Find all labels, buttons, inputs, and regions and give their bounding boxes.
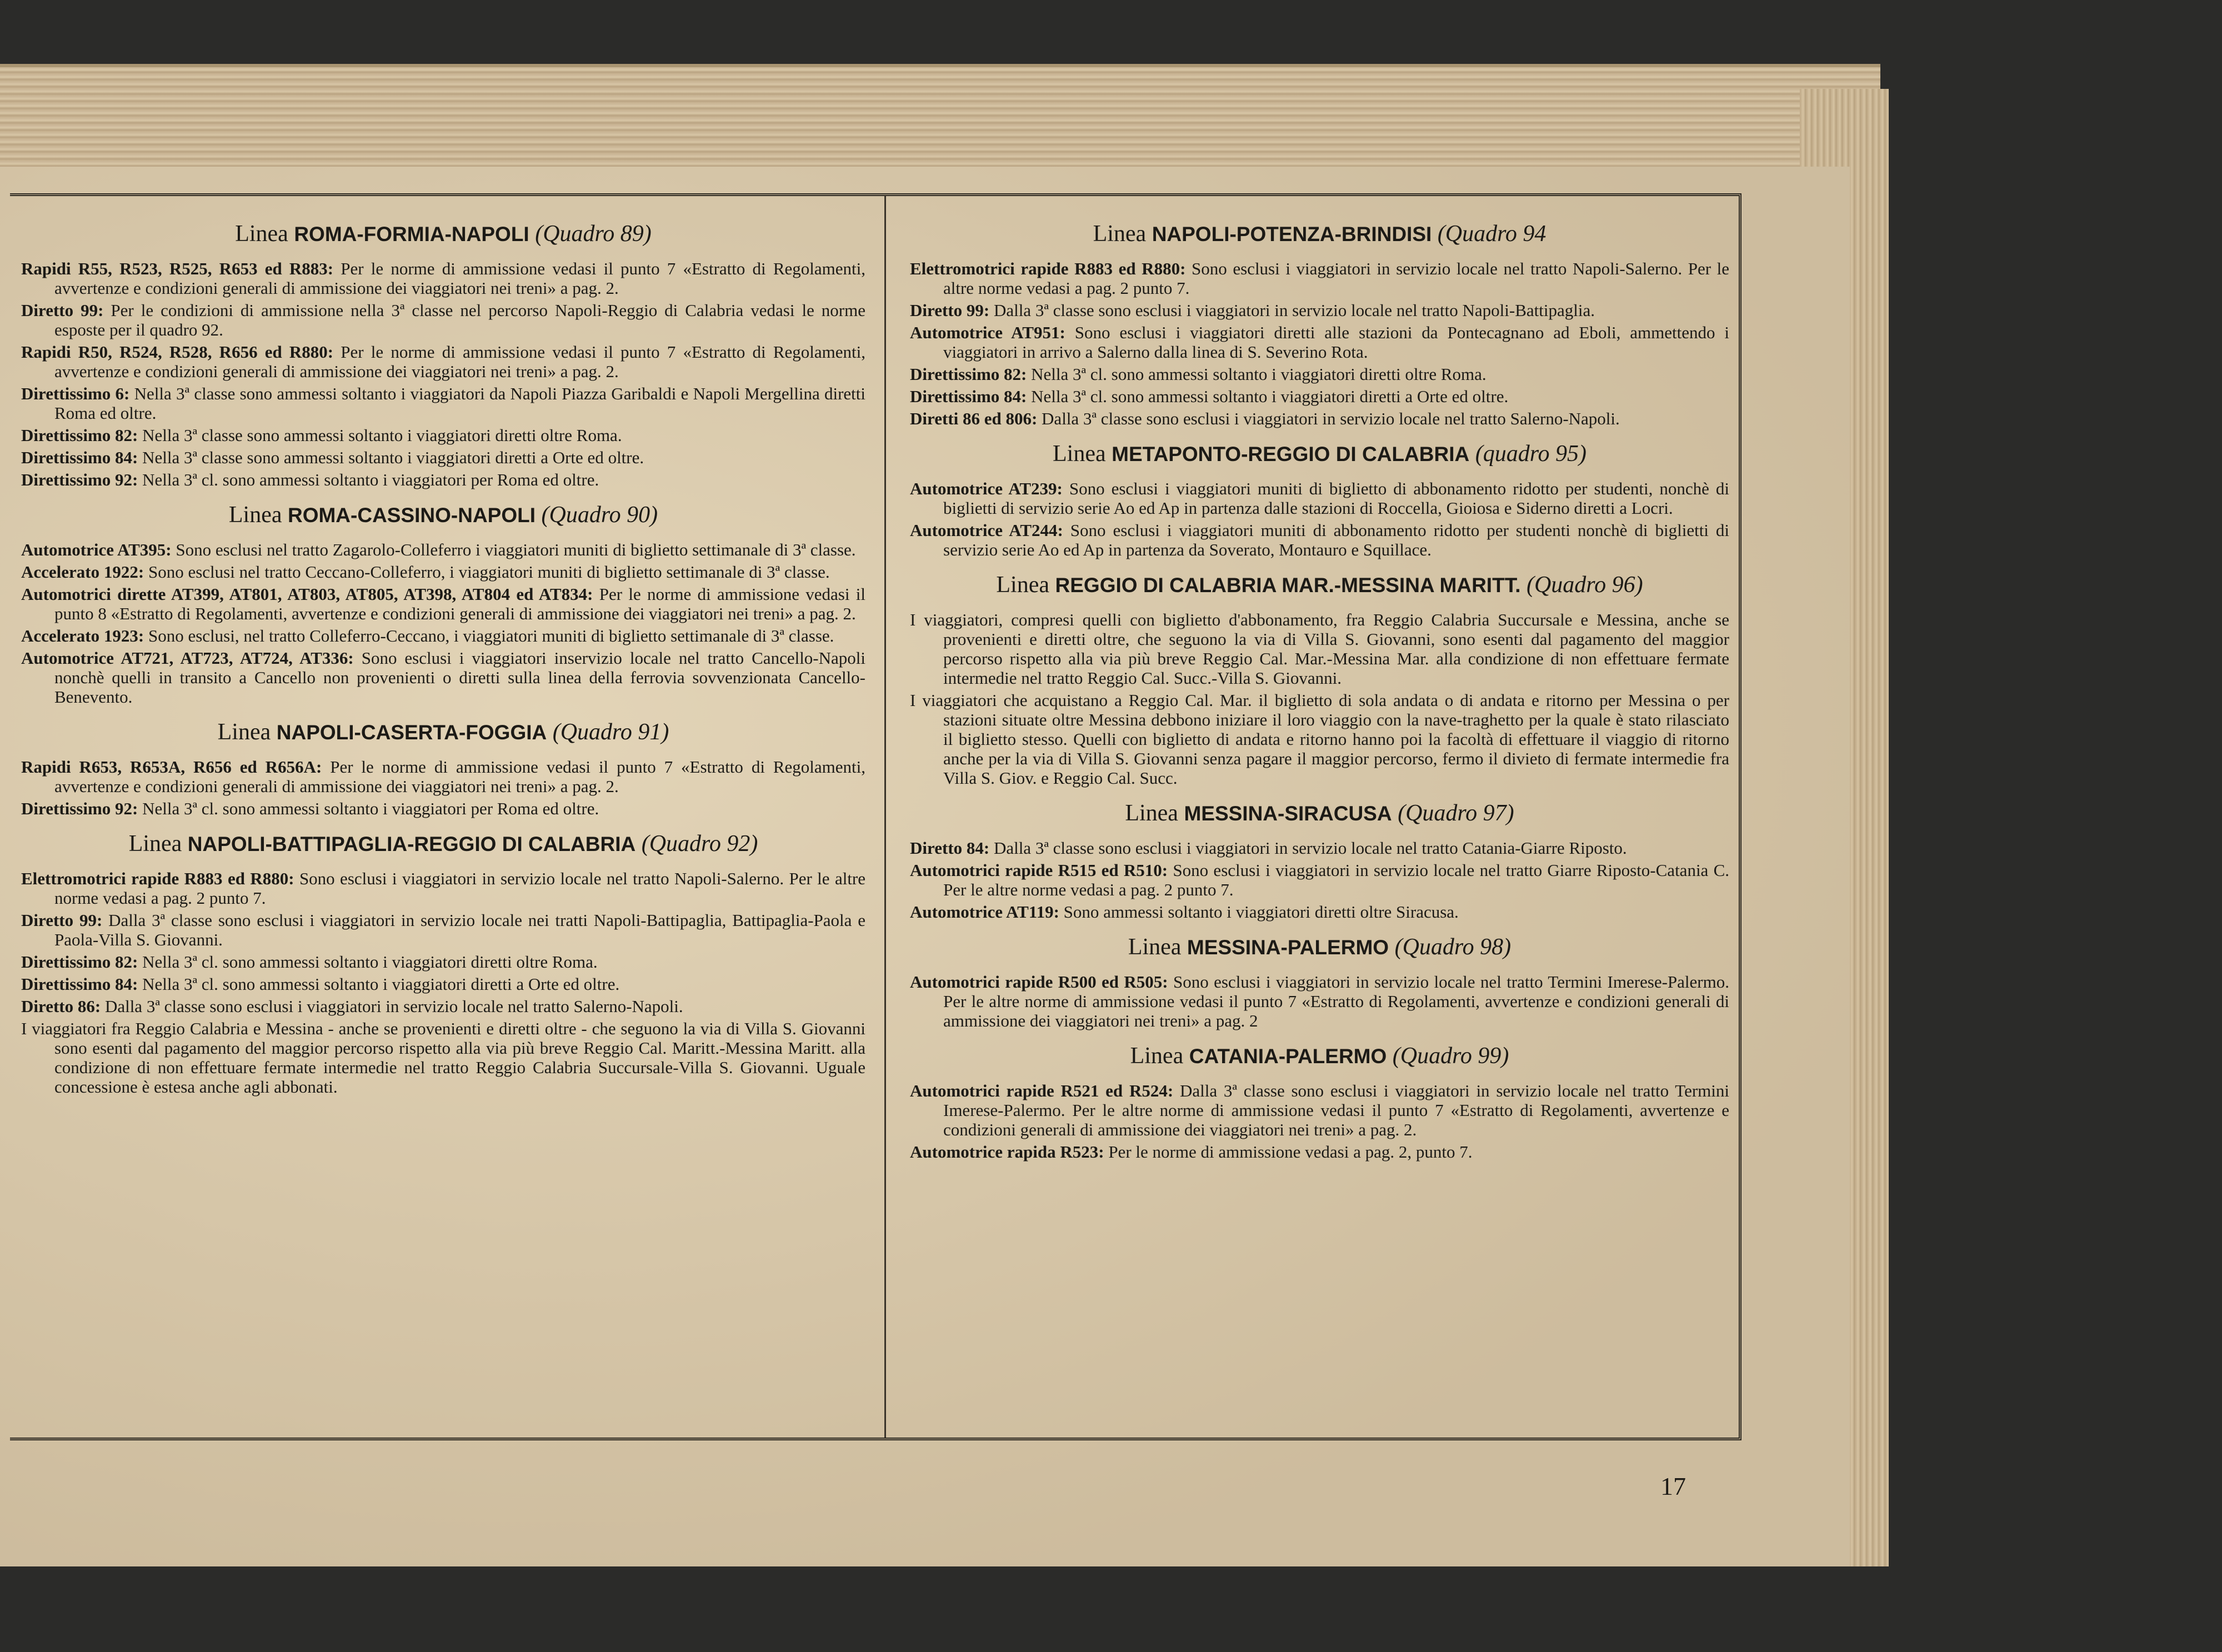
route-name: ROMA-FORMIA-NAPOLI (294, 223, 529, 246)
line-section (21, 830, 865, 1097)
rule-text: Nella 3ª cl. sono ammessi soltanto i viaggiatori diretti oltre Roma. (142, 952, 598, 972)
train-designation: Automotrici rapide R500 ed R505: (910, 972, 1168, 992)
rule-text: Sono esclusi i viaggiatori in servizio locale nel tratto Napoli-Salerno. Per le altre norme vedasi a pag. 2 punto 7. (943, 259, 1730, 298)
rule-entry (21, 799, 865, 818)
rule-text: Per le condizioni di ammissione nella 3ª classe nel percorso Napoli-Reggio di Calabria vedasi le norme esposte per il quadro 92. (54, 301, 866, 339)
rule-entry (21, 869, 865, 908)
column-divider (884, 196, 886, 1438)
rule-entry (910, 409, 1729, 428)
quadro-ref: (Quadro 89) (535, 221, 652, 247)
rule-text: Per le norme di ammissione vedasi il punto 8 «Estratto di Regolamenti, avvertenze e condizioni generali di ammissione dei viaggiatori nei treni» a pag. 2. (54, 584, 865, 623)
train-designation: Automotrici rapide R521 ed R524: (910, 1081, 1174, 1100)
train-designation: Accelerato 1923: (21, 626, 144, 645)
rule-text: Nella 3ª cl. sono ammessi soltanto i viaggiatori per Roma ed oltre. (142, 470, 599, 489)
quadro-ref: (Quadro 99) (1392, 1043, 1509, 1069)
rule-text: Sono esclusi, nel tratto Colleferro-Ceccano, i viaggiatori muniti di biglietto settimanale di 3ª classe. (148, 626, 834, 645)
train-designation: Direttissimo 92: (21, 799, 138, 818)
title-word: Linea (1093, 221, 1147, 247)
rule-entry (21, 952, 865, 972)
rule-entry (21, 301, 865, 339)
rule-text: Sono esclusi i viaggiatori muniti di biglietto di abbonamento ridotto per studenti, nonchè di biglietti di servizio serie Ao ed Ap in partenza dalle stazioni di Roccella, Gioiosa e Siderno diretti a Locri. (943, 479, 1730, 518)
rule-entry (21, 425, 865, 445)
rule-entry (21, 974, 865, 994)
rule-entry (910, 387, 1729, 406)
train-designation: Diretto 99: (910, 301, 990, 320)
title-word: Linea (1125, 800, 1178, 826)
page-frame (10, 193, 1741, 1440)
rule-entry (910, 1142, 1729, 1162)
rule-entry (910, 364, 1729, 384)
rule-text: Sono ammessi soltanto i viaggiatori diretti oltre Siracusa. (1063, 902, 1459, 922)
section-title (910, 1043, 1729, 1070)
rule-entry (21, 448, 865, 467)
rule-text: Nella 3ª cl. sono ammessi soltanto i viaggiatori diretti a Orte ed oltre. (1031, 387, 1509, 406)
rule-entry (910, 259, 1729, 298)
train-designation: Rapidi R50, R524, R528, R656 ed R880: (21, 342, 334, 362)
rule-text: Sono esclusi i viaggiatori in servizio locale nel tratto Giarre Riposto-Catania C. Per le altre norme vedasi a pag. 2 punto 7. (943, 860, 1730, 899)
train-designation: Automotrice AT395: (21, 540, 172, 559)
rule-text: Nella 3ª cl. sono ammessi soltanto i viaggiatori diretti oltre Roma. (1031, 364, 1487, 384)
title-word: Linea (1128, 934, 1182, 960)
rule-text: Sono esclusi nel tratto Zagarolo-Colleferro i viaggiatori muniti di biglietto settimanale di 3ª classe. (176, 540, 856, 559)
title-word: Linea (128, 831, 182, 857)
section-title (21, 719, 865, 746)
rule-text: I viaggiatori fra Reggio Calabria e Messina - anche se provenienti e diretti oltre - che seguono la via di Villa S. Giovanni sono esenti dal pagamento del maggior percorso rispetto alla via più breve Reggio Cal. Maritt.-Messina Maritt. alla condizione di non effettuare fermate intermedie nel tratto Reggio Calabria Succursale-Villa S. Giovanni. Uguale concessione è estesa anche agli abbonati. (21, 1019, 865, 1097)
rule-entry (21, 910, 865, 949)
line-section (910, 1043, 1729, 1162)
rule-entry (910, 610, 1729, 688)
title-word: Linea (217, 719, 271, 745)
rule-text: Nella 3ª classe sono ammessi soltanto i viaggiatori diretti oltre Roma. (142, 425, 622, 445)
rule-text: Per le norme di ammissione vedasi a pag. 2, punto 7. (1108, 1142, 1473, 1162)
line-section (910, 221, 1729, 428)
train-designation: Elettromotrici rapide R883 ed R880: (21, 869, 294, 888)
rule-text: I viaggiatori che acquistano a Reggio Cal. Mar. il biglietto di sola andata o di andata e ritorno per Messina o per stazioni situate oltre Messina debbono iniziare il loro viaggio con la nave-traghetto per la quale è stato rilasciato il biglietto stesso. Quelli con biglietto di andata e ritorno hanno poi la facoltà di effettuare il viaggio di ritorno anche per la via di Villa S. Giovanni senza pagare il maggior percorso, fermo il divieto di fermate intermedie fra Villa S. Giov. e Reggio Cal. Succ. (910, 690, 1729, 788)
train-designation: Diretti 86 ed 806: (910, 409, 1038, 428)
left-column (21, 208, 865, 1099)
rule-text: Per le norme di ammissione vedasi il punto 7 «Estratto di Regolamenti, avvertenze e condizioni generali di ammissione dei viaggiatori nei treni» a pag. 2. (54, 259, 865, 298)
rule-entry (21, 626, 865, 645)
rule-entry (21, 584, 865, 623)
train-designation: Direttissimo 82: (910, 364, 1027, 384)
line-section (910, 572, 1729, 788)
line-section (21, 502, 865, 707)
rule-entry (910, 479, 1729, 518)
route-name: NAPOLI-CASERTA-FOGGIA (276, 721, 547, 744)
rule-entry (21, 259, 865, 298)
train-designation: Automotrice AT721, AT723, AT724, AT336: (21, 648, 354, 668)
train-designation: Direttissimo 84: (21, 448, 138, 467)
section-title (21, 502, 865, 529)
train-designation: Direttissimo 92: (21, 470, 138, 489)
rule-text: Nella 3ª classe sono ammessi soltanto i viaggiatori da Napoli Piazza Garibaldi e Napoli Mergellina diretti Roma ed oltre. (54, 384, 866, 423)
train-designation: Automotrice AT239: (910, 479, 1063, 498)
route-name: NAPOLI-BATTIPAGLIA-REGGIO DI CALABRIA (187, 833, 636, 855)
rule-text: Sono esclusi i viaggiatori muniti di abbonamento ridotto per studenti nonchè di biglietti di servizio serie Ao ed Ap in partenza da Soverato, Montauro e Squillace. (943, 520, 1729, 559)
train-designation: Rapidi R653, R653A, R656 ed R656A: (21, 757, 322, 777)
rule-text: Nella 3ª cl. sono ammessi soltanto i viaggiatori per Roma ed oltre. (142, 799, 599, 818)
rule-entry (910, 838, 1729, 858)
line-section (21, 221, 865, 489)
rule-text: I viaggiatori, compresi quelli con biglietto d'abbonamento, fra Reggio Calabria Succursale e Messina, anche se provenienti e diretti oltre, che seguono la via di Villa S. Giovanni, sono esenti dal pagamento del maggior percorso rispetto alla via più breve Reggio Cal. Mar.-Messina Mar. alla condizione di non effettuare fermate intermedie nel tratto Reggio Cal. Succ.-Villa S. Giovanni. (910, 610, 1729, 688)
train-designation: Automotrici dirette AT399, AT801, AT803, AT805, AT398, AT804 ed AT834: (21, 584, 593, 604)
section-title (910, 800, 1729, 827)
rule-text: Dalla 3ª classe sono esclusi i viaggiatori in servizio locale nel tratto Napoli-Battipaglia. (993, 301, 1595, 320)
rule-entry (21, 562, 865, 582)
train-designation: Diretto 99: (21, 301, 104, 320)
section-title (910, 440, 1729, 468)
route-name: CATANIA-PALERMO (1189, 1045, 1387, 1068)
rule-entry (910, 323, 1729, 362)
rule-text: Dalla 3ª classe sono esclusi i viaggiatori in servizio locale nel tratto Termini Imerese-Palermo. Per le altre norme di ammissione vedasi il punto 7 «Estratto di Regolamenti, avvertenze e condizioni generali di ammissione dei viaggiatori nei treni» a pag. 2. (943, 1081, 1730, 1139)
section-title (21, 221, 865, 248)
train-designation: Automotrici rapide R515 ed R510: (910, 860, 1168, 880)
train-designation: Automotrice AT951: (910, 323, 1065, 342)
train-designation: Elettromotrici rapide R883 ed R880: (910, 259, 1186, 278)
rule-entry (21, 470, 865, 489)
line-section (910, 800, 1729, 922)
rule-text: Nella 3ª cl. sono ammessi soltanto i viaggiatori diretti a Orte ed oltre. (142, 974, 620, 994)
line-section (910, 440, 1729, 559)
rule-entry (21, 648, 865, 707)
rule-entry (21, 1019, 865, 1097)
line-section (910, 934, 1729, 1030)
rule-text: Sono esclusi i viaggiatori in servizio locale nel tratto Termini Imerese-Palermo. Per le altre norme di ammissione vedasi il punto 7 «Estratto di Regolamenti, avvertenze e condizioni generali di ammissione dei viaggiatori nei treni» a pag. 2 (943, 972, 1729, 1030)
rule-entry (910, 690, 1729, 788)
rule-entry (910, 1081, 1729, 1139)
train-designation: Diretto 99: (21, 910, 103, 930)
quadro-ref: (Quadro 90) (541, 502, 658, 528)
rule-text: Per le norme di ammissione vedasi il punto 7 «Estratto di Regolamenti, avvertenze e condizioni generali di ammissione dei viaggiatori nei treni» a pag. 2. (54, 757, 866, 796)
rule-text: Sono esclusi i viaggiatori in servizio locale nel tratto Napoli-Salerno. Per le altre norme vedasi a pag. 2 punto 7. (54, 869, 866, 908)
quadro-ref: (Quadro 97) (1398, 800, 1514, 826)
right-column (910, 208, 1729, 1164)
rule-text: Dalla 3ª classe sono esclusi i viaggiatori in servizio locale nel tratto Salerno-Napoli. (1042, 409, 1620, 428)
rule-text: Dalla 3ª classe sono esclusi i viaggiatori in servizio locale nei tratti Napoli-Battipaglia, Battipaglia-Paola e Paola-Villa S. Giovanni. (54, 910, 866, 949)
rule-entry (21, 384, 865, 423)
train-designation: Rapidi R55, R523, R525, R653 ed R883: (21, 259, 334, 278)
route-name: ROMA-CASSINO-NAPOLI (287, 504, 536, 527)
rule-text: Dalla 3ª classe sono esclusi i viaggiatori in servizio locale nel tratto Salerno-Napoli. (104, 997, 683, 1016)
rule-text: Dalla 3ª classe sono esclusi i viaggiatori in servizio locale nel tratto Catania-Giarre Riposto. (993, 838, 1627, 858)
title-word: Linea (996, 572, 1050, 598)
train-designation: Accelerato 1922: (21, 562, 144, 582)
line-section (21, 719, 865, 818)
quadro-ref: (Quadro 98) (1394, 934, 1512, 960)
route-name: REGGIO DI CALABRIA MAR.-MESSINA MARITT. (1055, 574, 1521, 597)
title-word: Linea (1130, 1043, 1184, 1069)
quadro-ref: (Quadro 92) (641, 831, 758, 857)
train-designation: Automotrice rapida R523: (910, 1142, 1104, 1162)
train-designation: Automotrice AT244: (910, 520, 1063, 540)
train-designation: Direttissimo 84: (21, 974, 138, 994)
train-designation: Direttissimo 82: (21, 952, 138, 972)
section-title (910, 934, 1729, 961)
rule-text: Sono esclusi nel tratto Ceccano-Colleferro, i viaggiatori muniti di biglietto settimanale di 3ª classe. (148, 562, 830, 582)
rule-text: Per le norme di ammissione vedasi il punto 7 «Estratto di Regolamenti, avvertenze e condizioni generali di ammissione dei viaggiatori nei treni» a pag. 2. (54, 342, 865, 381)
rule-entry (21, 342, 865, 381)
title-word: Linea (1053, 441, 1106, 467)
title-word: Linea (235, 221, 288, 247)
quadro-ref: (Quadro 96) (1526, 572, 1643, 598)
rule-entry (21, 540, 865, 559)
train-designation: Direttissimo 84: (910, 387, 1027, 406)
route-name: MESSINA-SIRACUSA (1184, 802, 1392, 825)
rule-entry (21, 997, 865, 1016)
section-title (910, 572, 1729, 599)
rule-entry (910, 972, 1729, 1030)
rule-text: Sono esclusi i viaggiatori diretti alle stazioni da Pontecagnano ad Eboli, ammettendo i viaggiatori in arrivo a Salerno dalla linea di S. Severino Rota. (943, 323, 1729, 362)
route-name: NAPOLI-POTENZA-BRINDISI (1152, 223, 1432, 246)
page-number: 17 (1660, 1472, 1686, 1500)
quadro-ref: (quadro 95) (1475, 441, 1587, 467)
train-designation: Diretto 86: (21, 997, 101, 1016)
train-designation: Diretto 84: (910, 838, 990, 858)
quadro-ref: (Quadro 94 (1437, 221, 1547, 247)
train-designation: Direttissimo 82: (21, 425, 138, 445)
rule-entry (21, 757, 865, 796)
section-title (910, 221, 1729, 248)
rule-entry (910, 860, 1729, 899)
rule-entry (910, 520, 1729, 559)
rule-text: Nella 3ª classe sono ammessi soltanto i viaggiatori diretti a Orte ed oltre. (142, 448, 644, 467)
rule-text: Sono esclusi i viaggiatori inservizio locale nel tratto Cancello-Napoli nonchè quelli in transito a Cancello non provenienti o diretti sulla linea della ferrovia sovvenzionata Cancello-Benevento. (54, 648, 866, 707)
train-designation: Automotrice AT119: (910, 902, 1059, 922)
title-word: Linea (228, 502, 282, 528)
section-title (21, 830, 865, 858)
quadro-ref: (Quadro 91) (552, 719, 669, 745)
rule-entry (910, 301, 1729, 320)
timetable-page (0, 167, 1850, 1566)
route-name: METAPONTO-REGGIO DI CALABRIA (1112, 443, 1470, 465)
rule-entry (910, 902, 1729, 922)
train-designation: Direttissimo 6: (21, 384, 130, 403)
route-name: MESSINA-PALERMO (1187, 936, 1389, 959)
